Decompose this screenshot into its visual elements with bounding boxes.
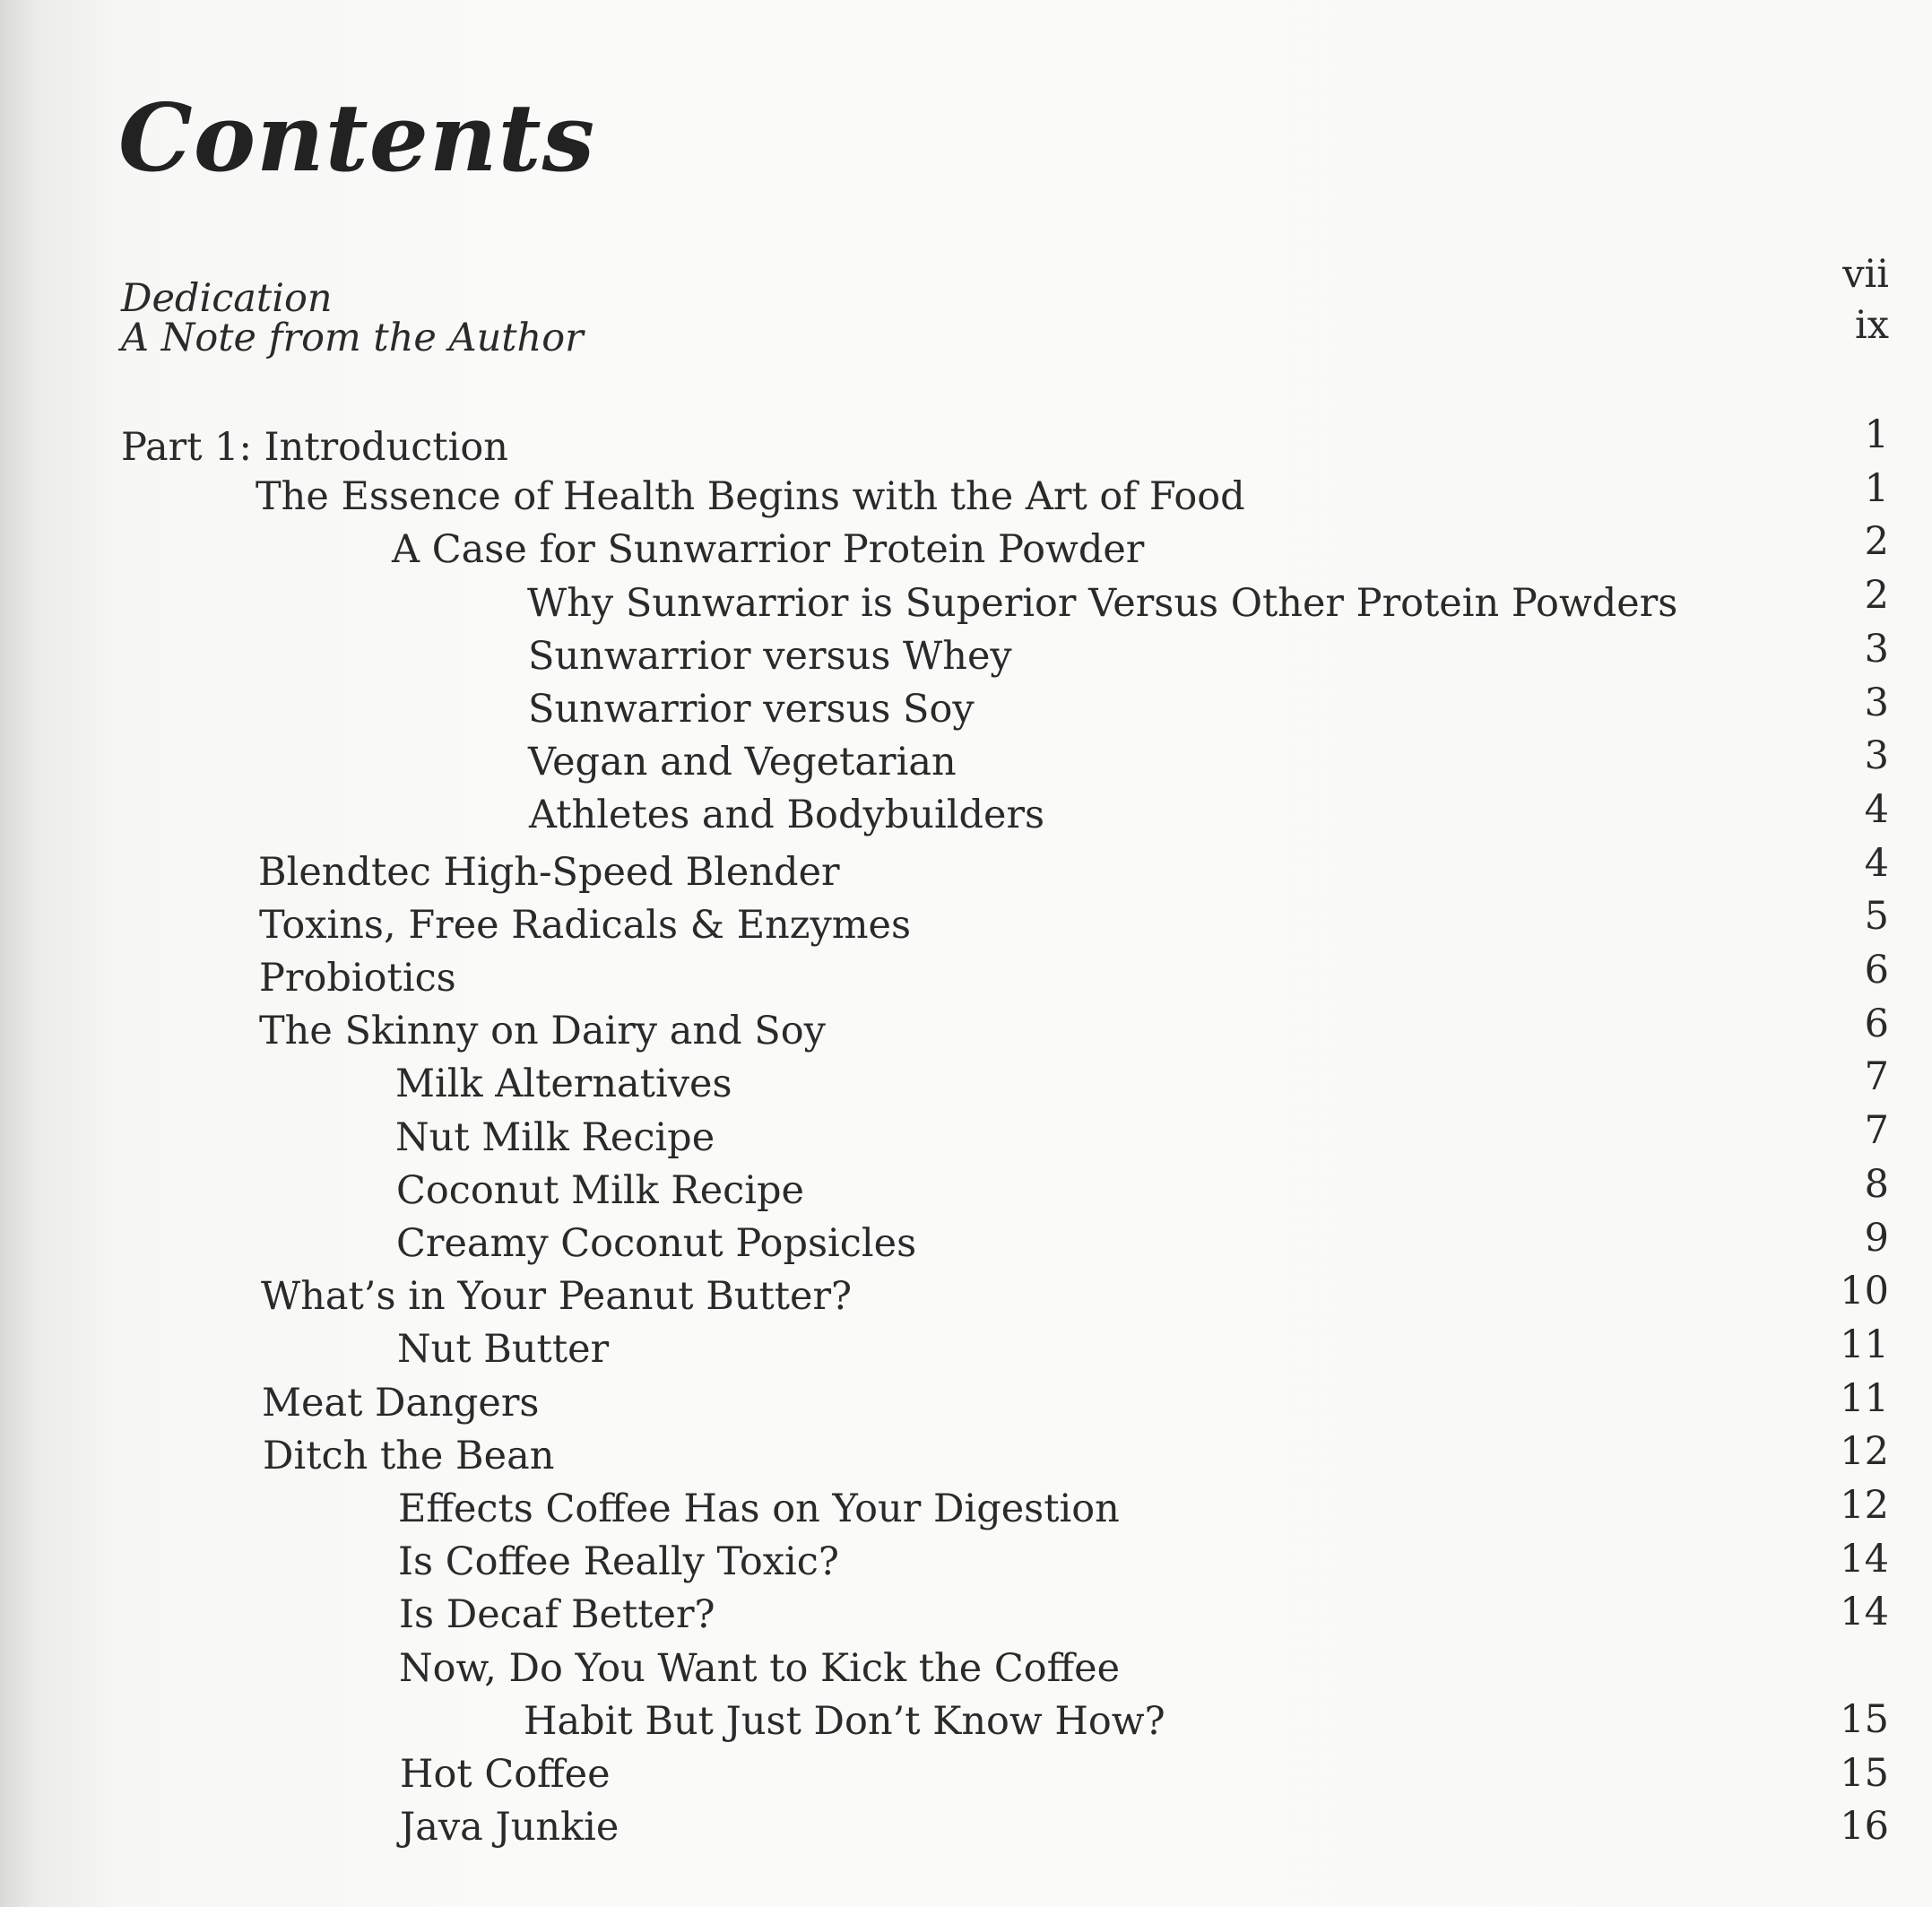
toc-entry-title: The Skinny on Dairy and Soy xyxy=(259,1009,826,1054)
toc-entry-page: 15 xyxy=(1840,1696,1889,1742)
toc-entry-title: What’s in Your Peanut Butter? xyxy=(261,1274,853,1320)
toc-entry-page: 1 xyxy=(1864,465,1889,511)
toc-entry-title: Coconut Milk Recipe xyxy=(396,1167,804,1213)
toc-entry-title: Hot Coffee xyxy=(400,1752,611,1797)
toc-entry-title: Sunwarrior versus Soy xyxy=(528,687,975,732)
toc-entry-page: 11 xyxy=(1840,1375,1889,1421)
toc-entry-page: 2 xyxy=(1864,573,1889,619)
toc-entry-page: 9 xyxy=(1864,1215,1889,1261)
toc-entry-title: Meat Dangers xyxy=(262,1380,540,1426)
toc-entry-title: Ditch the Bean xyxy=(263,1433,555,1478)
toc-entry-title: Is Decaf Better? xyxy=(399,1592,715,1638)
toc-entry-title: Nut Milk Recipe xyxy=(395,1114,715,1160)
toc-entry-title: Java Junkie xyxy=(400,1805,619,1851)
toc-entry-page: 12 xyxy=(1840,1429,1889,1475)
toc-entry-page: 16 xyxy=(1840,1804,1889,1850)
toc-entry-page: 7 xyxy=(1864,1108,1889,1154)
toc-entry-title: Why Sunwarrior is Superior Versus Other Protein Powders xyxy=(527,580,1678,626)
toc-entry-title: Habit But Just Don’t Know How? xyxy=(524,1698,1165,1744)
toc-entry-title: Nut Butter xyxy=(397,1327,610,1373)
front-matter-page: ix xyxy=(1854,303,1889,348)
toc-entry-page: 3 xyxy=(1864,680,1889,725)
toc-entry-title: Creamy Coconut Popsicles xyxy=(396,1221,917,1266)
page-title: Contents xyxy=(118,82,596,193)
toc-entry-page: 15 xyxy=(1840,1750,1889,1796)
toc-entry-title: Part 1: Introduction xyxy=(121,425,508,470)
toc-entry-page: 2 xyxy=(1864,519,1889,565)
toc-entry-title: A Case for Sunwarrior Protein Powder xyxy=(392,527,1145,573)
toc-entry-page: 7 xyxy=(1864,1054,1889,1100)
toc-entry-page: 6 xyxy=(1864,1001,1889,1046)
toc-entry-title: Is Coffee Really Toxic? xyxy=(398,1539,839,1585)
toc-entry-page: 3 xyxy=(1864,626,1889,672)
toc-entry-title: Now, Do You Want to Kick the Coffee xyxy=(399,1645,1121,1691)
toc-entry-page: 14 xyxy=(1840,1590,1889,1635)
toc-entry-title: The Essence of Health Begins with the Art of Food xyxy=(256,474,1245,520)
toc-entry-page: 10 xyxy=(1840,1269,1889,1314)
toc-entry-page: 14 xyxy=(1840,1536,1889,1582)
toc-entry-title: Toxins, Free Radicals & Enzymes xyxy=(259,902,912,948)
toc-entry-page: 8 xyxy=(1864,1161,1889,1207)
toc-entry-page: 5 xyxy=(1864,894,1889,940)
toc-entry-title: Probiotics xyxy=(259,956,456,1001)
toc-entry-title: Blendtec High-Speed Blender xyxy=(258,849,840,895)
toc-entry-title: Sunwarrior versus Whey xyxy=(528,633,1012,679)
toc-entry-title: Milk Alternatives xyxy=(395,1062,732,1107)
toc-entry-page: 12 xyxy=(1840,1483,1889,1528)
front-matter-page: vii xyxy=(1842,252,1889,297)
toc-entry-page: 4 xyxy=(1864,786,1889,832)
toc-entry-page: 6 xyxy=(1864,948,1889,993)
toc-entry-title: Effects Coffee Has on Your Digestion xyxy=(398,1487,1120,1531)
front-matter-title: Dedication xyxy=(121,276,333,321)
toc-entry-page: 4 xyxy=(1864,840,1889,886)
toc-entry-page: 1 xyxy=(1864,412,1889,457)
front-matter-title: A Note from the Author xyxy=(121,316,584,360)
toc-entry-title: Vegan and Vegetarian xyxy=(528,740,957,785)
toc-entry-page: 3 xyxy=(1864,733,1889,779)
toc-entry-title: Athletes and Bodybuilders xyxy=(529,793,1045,838)
toc-entry-page: 11 xyxy=(1840,1322,1889,1367)
